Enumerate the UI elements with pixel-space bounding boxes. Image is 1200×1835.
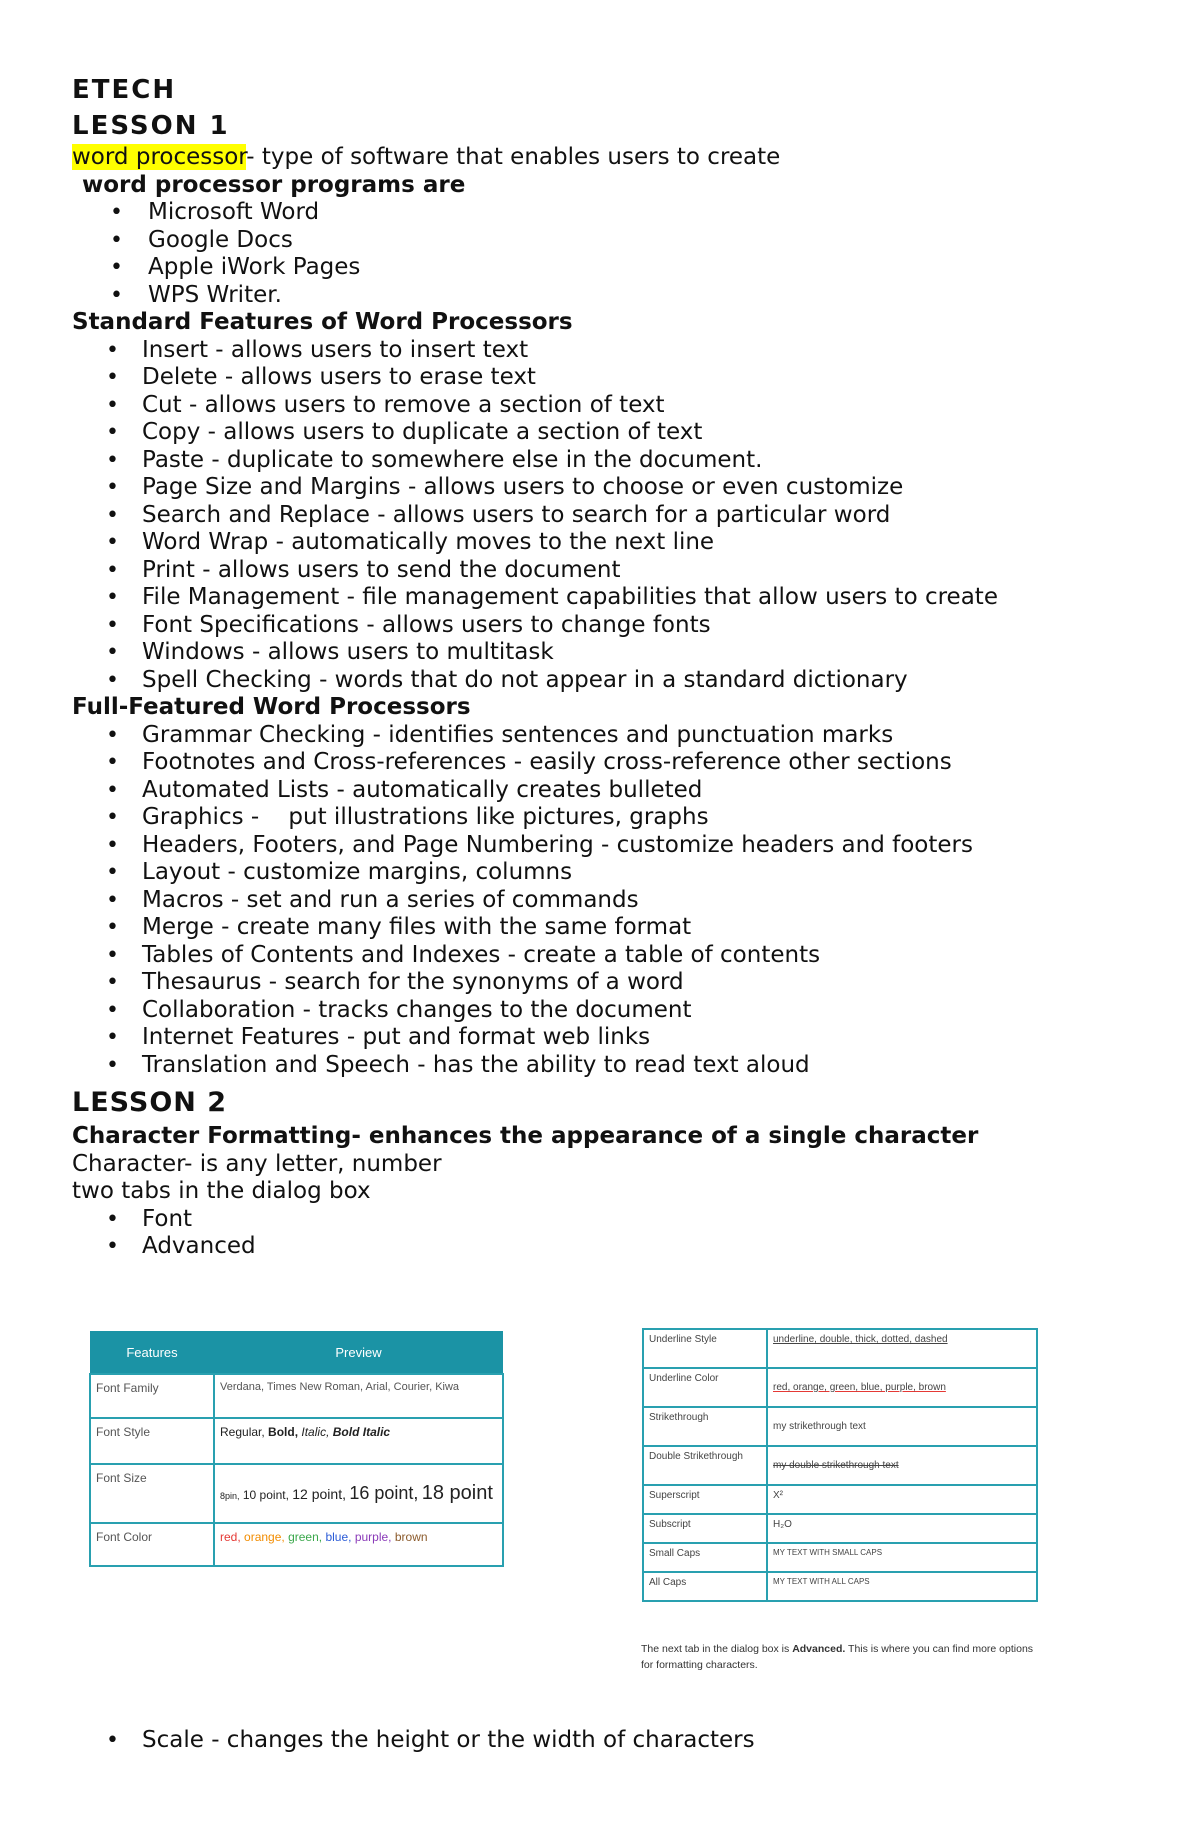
table-cell: my double strikethrough text [767,1446,1037,1485]
list-item: • Google Docs [72,227,1132,255]
lesson1-heading: LESSON 1 [72,111,230,141]
list-item: • Page Size and Margins - allows users to choose or even customize [72,474,1132,502]
list-item: • Layout - customize margins, columns [72,859,1132,887]
table-cell: Font Color [90,1523,214,1566]
list-item: • Apple iWork Pages [72,254,1132,282]
list-item: • Insert - allows users to insert text [72,337,1132,365]
table-row [90,1523,503,1566]
table-cell: Small Caps [643,1543,767,1572]
table-cell: Verdana, Times New Roman, Arial, Courier, Kiwa [214,1374,503,1418]
table-row [643,1514,1037,1543]
list-item: • Font Specifications - allows users to change fonts [72,612,1132,640]
table-cell: Double Strikethrough [643,1446,767,1485]
list-item: • Advanced [72,1233,1132,1261]
table-cell: MY TEXT WITH SMALL CAPS [767,1543,1037,1572]
table-cell: red, orange, green, blue, purple, brown [767,1368,1037,1407]
list-item: • Print - allows users to send the document [72,557,1132,585]
advanced-effects-table [642,1328,1038,1602]
list-item: • Internet Features - put and format web links [72,1024,1132,1052]
full-features-list [72,722,1132,1080]
table-cell: my strikethrough text [767,1407,1037,1446]
table-cell [214,1464,503,1523]
table-cell [214,1523,503,1566]
standard-features-heading: Standard Features of Word Processors [72,309,573,335]
list-item: • Word Wrap - automatically moves to the next line [72,529,1132,557]
table-row [643,1329,1037,1368]
table-cell: Strikethrough [643,1407,767,1446]
list-item: • WPS Writer. [72,282,1132,310]
list-item: • Windows - allows users to multitask [72,639,1132,667]
table-row [643,1446,1037,1485]
table-cell: Superscript [643,1485,767,1514]
preview-color: red, [220,1530,241,1544]
caption-text: This is where you can find more options for formatting characters. [641,1643,1034,1671]
scale-section [72,1727,1132,1755]
preview-color: purple, [354,1530,392,1544]
list-item: • Automated Lists - automatically creates bulleted [72,777,1132,805]
preview-color: green, [288,1530,323,1544]
document-title: ETECH [72,75,177,105]
list-item: • Translation and Speech - has the ability to read text aloud [72,1052,1132,1080]
table-cell: H₂O [767,1514,1037,1543]
list-item: • Delete - allows users to erase text [72,364,1132,392]
list-item: • Thesaurus - search for the synonyms of a word [72,969,1132,997]
table-cell: MY TEXT WITH ALL CAPS [767,1572,1037,1601]
lesson2-heading: LESSON 2 [72,1087,228,1118]
table-row [90,1418,503,1464]
table-row [643,1543,1037,1572]
preview-italic: Italic, [301,1425,330,1439]
list-item: • Collaboration - tracks changes to the document [72,997,1132,1025]
preview-size: 8pin, [220,1491,240,1501]
tabs-intro: two tabs in the dialog box [72,1178,371,1204]
list-item: • Paste - duplicate to somewhere else in the document. [72,447,1132,475]
table-row [643,1485,1037,1514]
table-header: Features [90,1331,214,1374]
list-item: • Headers, Footers, and Page Numbering - customize headers and footers [72,832,1132,860]
highlighted-term: word processor [72,144,247,170]
list-item: • Microsoft Word [72,199,1132,227]
table-cell: X² [767,1485,1037,1514]
preview-bold: Bold, [268,1425,299,1439]
preview-size: 12 point, [292,1486,346,1502]
table-cell: Underline Style [643,1329,767,1368]
table-cell [214,1418,503,1464]
table-cell: Font Size [90,1464,214,1523]
table-row [643,1368,1037,1407]
preview-size: 16 point, [349,1483,419,1503]
table-cell: All Caps [643,1572,767,1601]
word-processor-definition [72,144,1132,172]
list-item: • Copy - allows users to duplicate a section of text [72,419,1132,447]
list-item: • Macros - set and run a series of commands [72,887,1132,915]
list-item: • Footnotes and Cross-references - easily cross-reference other sections [72,749,1132,777]
standard-features-list [72,337,1132,695]
character-formatting-heading: Character Formatting- enhances the appearance of a single character [72,1123,979,1149]
list-item: • Font [72,1206,1132,1234]
list-item: • Search and Replace - allows users to search for a particular word [72,502,1132,530]
list-item: • Spell Checking - words that do not appear in a standard dictionary [72,667,1132,695]
table-cell: underline, double, thick, dotted, dashed [767,1329,1037,1368]
advanced-tab-caption [641,1641,1041,1673]
preview-size: 10 point, [242,1488,289,1502]
table-row [90,1374,503,1418]
full-featured-heading: Full-Featured Word Processors [72,694,471,720]
table-row [643,1572,1037,1601]
table-cell: Font Family [90,1374,214,1418]
list-item: • Graphics - put illustrations like pictures, graphs [72,804,1132,832]
table-row [643,1407,1037,1446]
list-item: • Scale - changes the height or the width of characters [72,1727,1132,1755]
list-item: • Grammar Checking - identifies sentences and punctuation marks [72,722,1132,750]
programs-heading: word processor programs are [82,171,466,198]
caption-bold: Advanced. [792,1643,846,1655]
caption-text: The next tab in the dialog box is [641,1643,793,1655]
table-row [90,1464,503,1523]
programs-list [72,199,1132,309]
scale-list [72,1727,1132,1755]
character-definition: Character- is any letter, number [72,1150,442,1177]
preview-size: 18 point [421,1482,493,1504]
list-item: • Tables of Contents and Indexes - create a table of contents [72,942,1132,970]
definition-text: - type of software that enables users to create [246,144,781,170]
table-cell: Underline Color [643,1368,767,1407]
document-page [72,72,1132,1261]
preview-color: orange, [244,1530,285,1544]
table-header: Preview [214,1331,503,1374]
preview-regular: Regular, [220,1425,265,1439]
preview-bold-italic: Bold Italic [332,1425,391,1439]
list-item: • Merge - create many files with the same format [72,914,1132,942]
list-item: • Cut - allows users to remove a section of text [72,392,1132,420]
dialog-tabs-list [72,1206,1132,1261]
list-item: • File Management - file management capabilities that allow users to create [72,584,1132,612]
table-cell: Subscript [643,1514,767,1543]
font-features-table [89,1331,504,1567]
preview-color: blue, [325,1530,352,1544]
table-cell: Font Style [90,1418,214,1464]
preview-color: brown [394,1530,428,1544]
